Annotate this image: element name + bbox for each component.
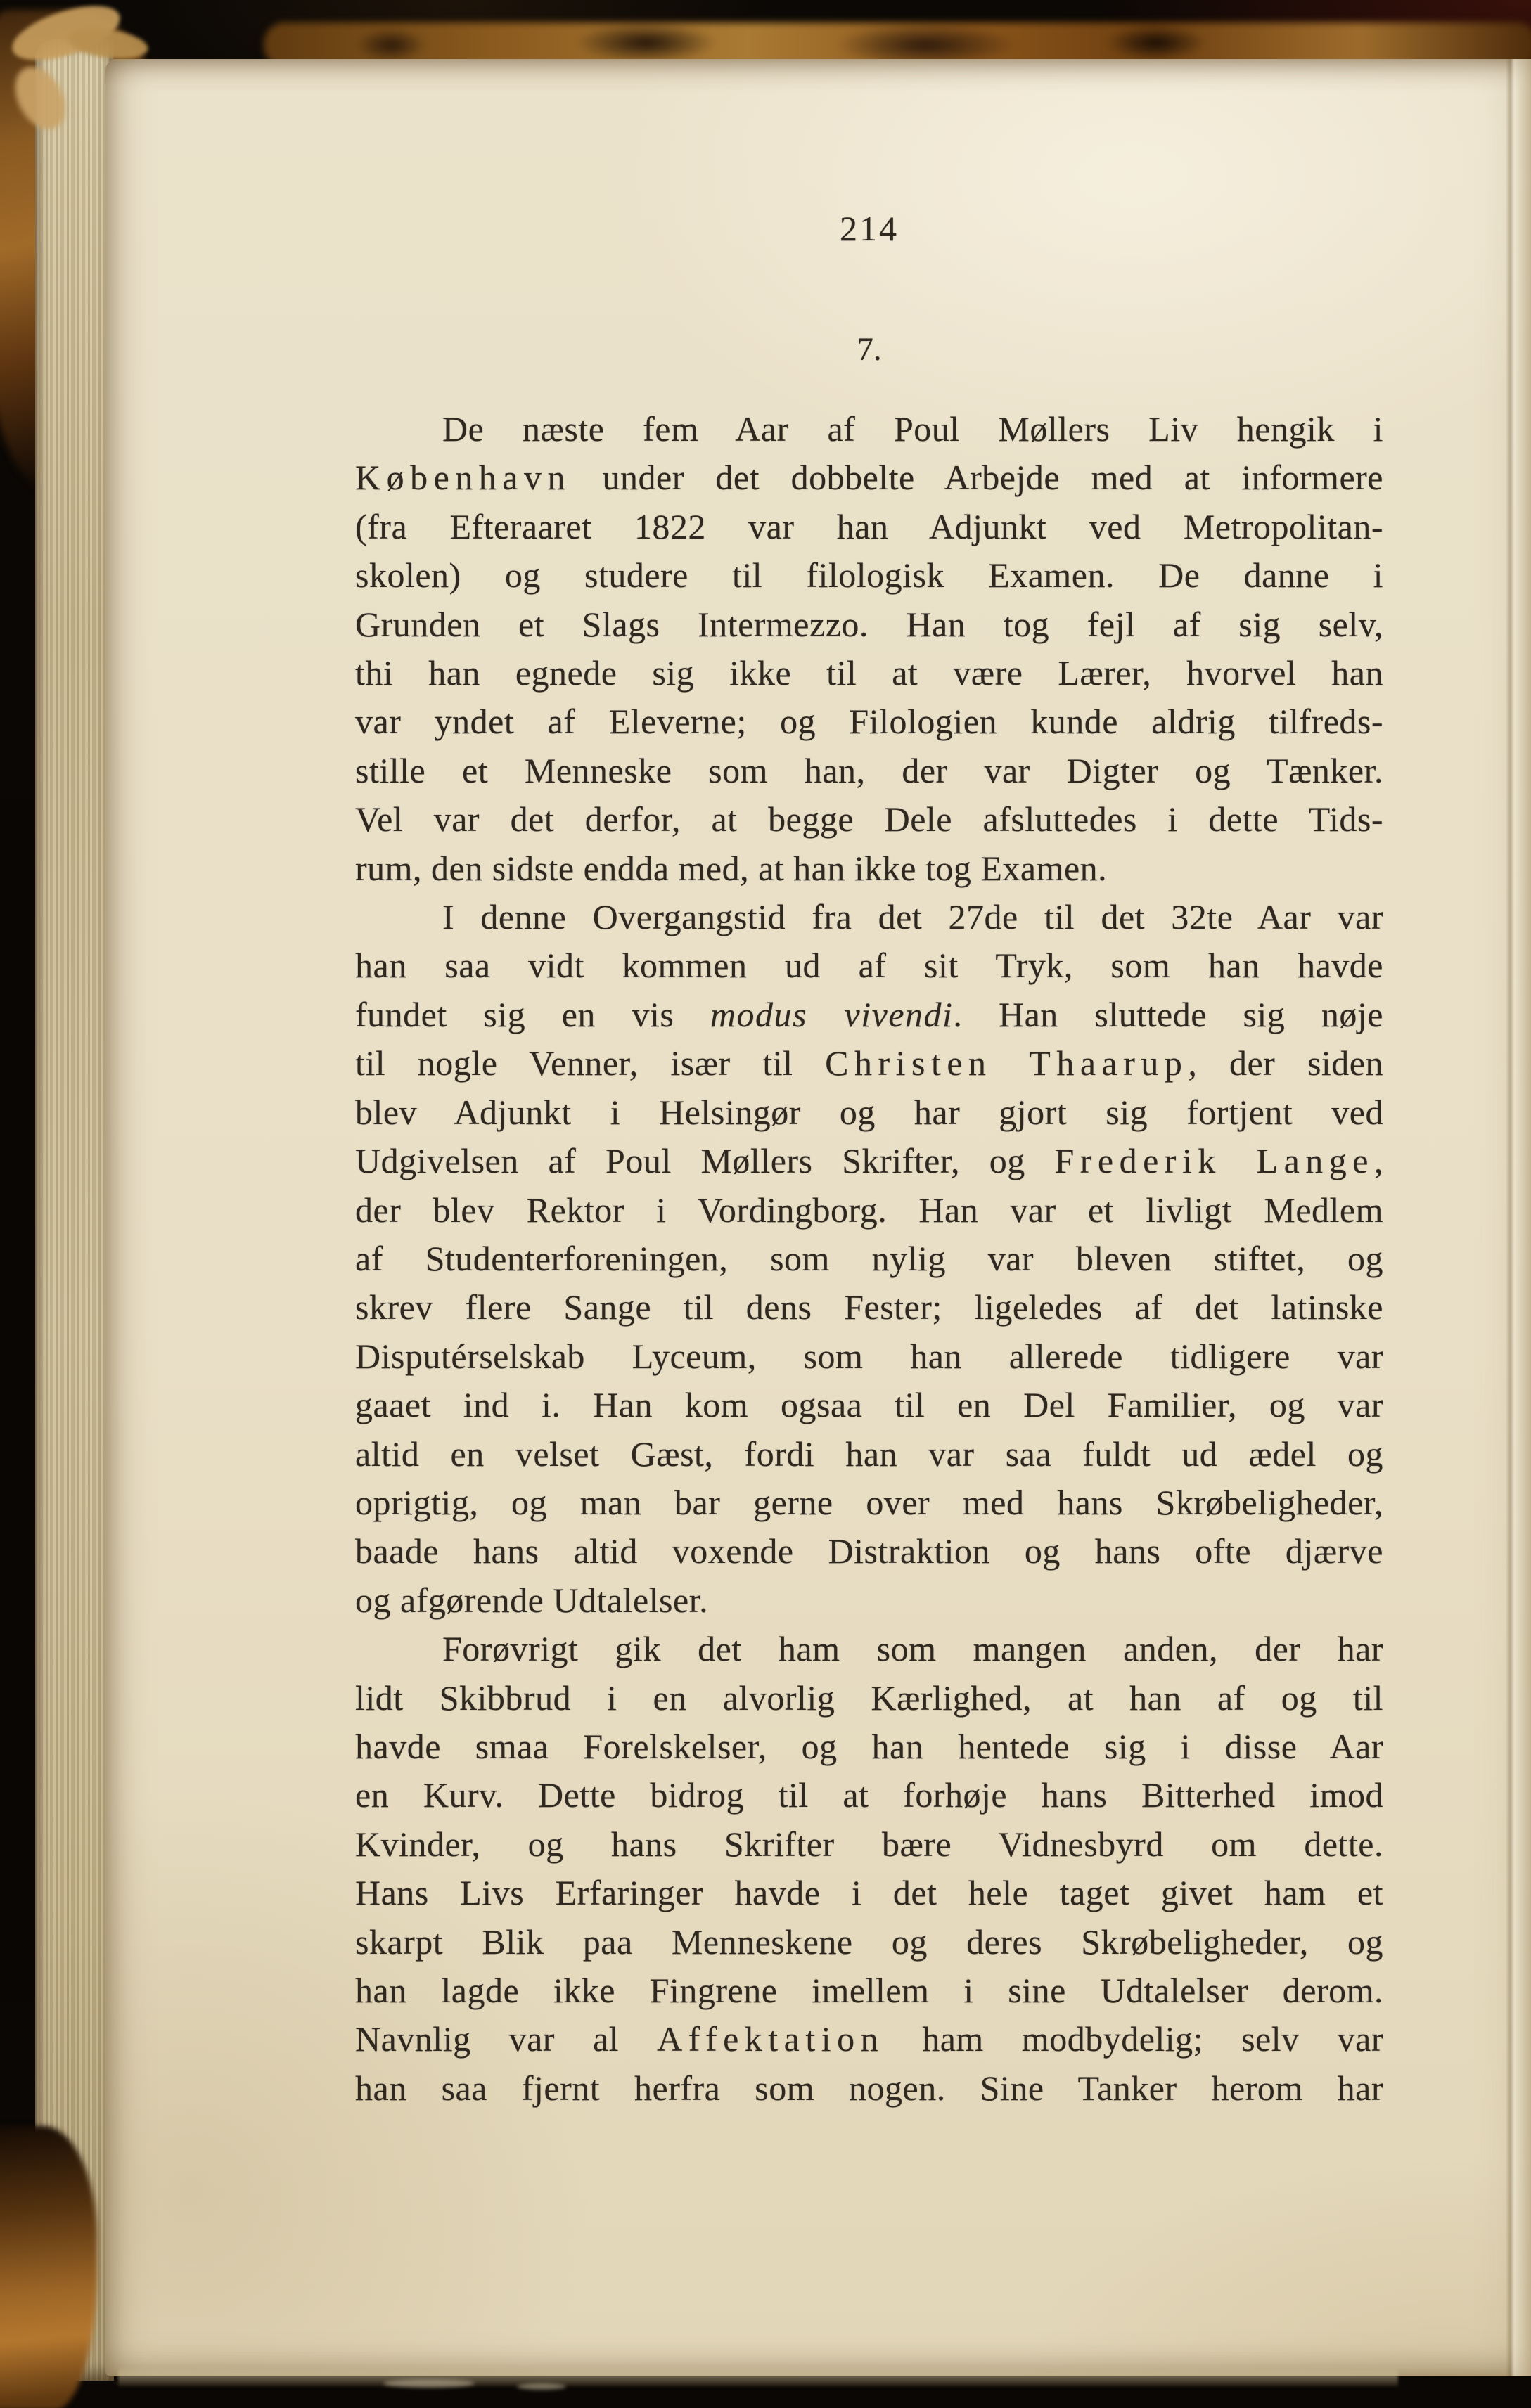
text-run: han saa fjernt herfra som nogen. Sine Tanker herom har	[355, 2068, 1383, 2108]
text-line	[355, 1381, 1383, 1429]
text-line	[355, 453, 1383, 502]
text-run: (fra Efteraaret 1822 var han Adjunkt ved Metropolitan-	[355, 506, 1383, 546]
text-line	[355, 1820, 1383, 1869]
text-run: baade hans altid voxende Distraktion og hans ofte djærve	[355, 1531, 1383, 1571]
text-run: Forøvrigt gik det ham som mangen anden, der har	[442, 1629, 1383, 1669]
text-run: thi han egnede sig ikke til at være Lærer, hvorvel han	[355, 653, 1383, 693]
text-line	[355, 1430, 1383, 1479]
text-line	[355, 1918, 1383, 1966]
text-run: Vel var det derfor, at begge Dele afsluttedes i dette Tids-	[355, 799, 1383, 839]
text-run: I denne Overgangstid fra det 27de til det 32te Aar var	[442, 897, 1383, 937]
text-run: De næste fem Aar af Poul Møllers Liv hengik i	[442, 409, 1383, 449]
text-line	[355, 1527, 1383, 1576]
text-line	[355, 844, 1383, 893]
text-line	[355, 1186, 1383, 1235]
text-run: Grunden et Slags Intermezzo. Han tog fejl af sig selv,	[355, 604, 1383, 644]
text-line	[355, 1283, 1383, 1332]
text-line	[355, 2015, 1383, 2063]
text-line	[355, 1674, 1383, 1723]
text-run: lidt Skibbrud i en alvorlig Kærlighed, at han af og til	[355, 1678, 1383, 1718]
text-line	[355, 1771, 1383, 1820]
text-run: gaaet ind i. Han kom ogsaa til en Del Familier, og var	[355, 1385, 1383, 1425]
text-line	[355, 503, 1383, 551]
text-line	[355, 600, 1383, 649]
text-block	[355, 405, 1383, 2113]
text-line	[355, 2064, 1383, 2113]
text-run: , der siden	[1188, 1043, 1383, 1083]
text-run: under det dobbelte Arbejde med at informere	[571, 458, 1383, 498]
text-run: Disputérselskab Lyceum, som han allerede tidligere var	[355, 1336, 1383, 1376]
text-run: . Han sluttede sig nøje	[953, 994, 1383, 1034]
text-line	[355, 991, 1383, 1039]
text-run: rum, den sidste endda med, at han ikke tog Examen.	[355, 848, 1108, 888]
text-run: var yndet af Eleverne; og Filologien kunde aldrig tilfreds-	[355, 702, 1383, 742]
text-line	[355, 405, 1383, 453]
italic-text-run: modus vivendi	[710, 994, 954, 1034]
text-line	[355, 1039, 1383, 1088]
text-run: oprigtig, og man bar gerne over med hans Skrøbeligheder,	[355, 1482, 1383, 1522]
text-line	[355, 1137, 1383, 1185]
page-edge-stack	[35, 39, 114, 2381]
text-run: til nogle Venner, især til	[355, 1043, 826, 1083]
page-number: 214	[840, 209, 899, 248]
text-line	[355, 1869, 1383, 1917]
page-fold-line	[1506, 59, 1531, 2376]
text-run: blev Adjunkt i Helsingør og har gjort sig fortjent ved	[355, 1092, 1383, 1132]
text-run: ,	[1374, 1141, 1383, 1181]
text-line	[355, 1966, 1383, 2015]
text-line	[355, 747, 1383, 795]
text-line	[355, 649, 1383, 697]
text-line	[355, 941, 1383, 990]
text-line	[355, 1235, 1383, 1283]
text-line	[355, 1723, 1383, 1771]
bottom-edge-highlight	[517, 2383, 566, 2390]
book-page	[105, 59, 1531, 2376]
text-run: skrev flere Sange til dens Fester; ligeledes af det latinske	[355, 1287, 1383, 1327]
section-heading: 7.	[857, 331, 882, 368]
text-run: skarpt Blik paa Menneskene og deres Skrøbeligheder, og	[355, 1921, 1383, 1962]
text-run: af Studenterforeningen, som nylig var bleven stiftet, og	[355, 1238, 1383, 1278]
text-run: altid en velset Gæst, fordi han var saa fuldt ud ædel og	[355, 1434, 1383, 1474]
spaced-text-run: Affektation	[657, 2019, 885, 2059]
text-run: han lagde ikke Fingrene imellem i sine Udtalelser derom.	[355, 1971, 1383, 2010]
text-run: ham modbydelig; selv var	[884, 2019, 1383, 2059]
text-run: havde smaa Forelskelser, og han hentede sig i disse Aar	[355, 1726, 1383, 1766]
text-run: skolen) og studere til filologisk Examen. De danne i	[355, 555, 1383, 595]
spaced-text-run: København	[355, 458, 571, 498]
text-run: Hans Livs Erfaringer havde i det hele taget givet ham et	[355, 1873, 1383, 1913]
text-run: der blev Rektor i Vordingborg. Han var et livligt Medlem	[355, 1190, 1383, 1230]
text-run: og afgørende Udtalelser.	[355, 1580, 709, 1620]
text-line	[355, 1332, 1383, 1381]
text-run: fundet sig en vis	[355, 994, 710, 1034]
text-line	[355, 893, 1383, 941]
text-run: Navnlig var al	[355, 2019, 658, 2059]
spaced-text-run: Christen Thaarup	[825, 1043, 1189, 1083]
spaced-text-run: Frederik Lange	[1054, 1141, 1374, 1181]
text-run: Kvinder, og hans Skrifter bære Vidnesbyrd om dette.	[355, 1824, 1383, 1864]
text-line	[355, 1479, 1383, 1527]
text-line	[355, 1576, 1383, 1625]
text-line	[355, 551, 1383, 600]
text-line	[355, 697, 1383, 746]
text-run: stille et Menneske som han, der var Digter og Tænker.	[355, 750, 1383, 790]
text-run: han saa vidt kommen ud af sit Tryk, som han havde	[355, 946, 1383, 986]
text-line	[355, 795, 1383, 844]
page-bottom-edge	[118, 2367, 1398, 2386]
book-cover-bottom-left	[0, 2126, 97, 2408]
bottom-edge-highlight	[383, 2379, 475, 2388]
text-run: Udgivelsen af Poul Møllers Skrifter, og	[355, 1141, 1055, 1181]
text-line	[355, 1088, 1383, 1137]
text-run: en Kurv. Dette bidrog til at forhøje hans Bitterhed imod	[355, 1775, 1383, 1815]
text-line	[355, 1625, 1383, 1673]
